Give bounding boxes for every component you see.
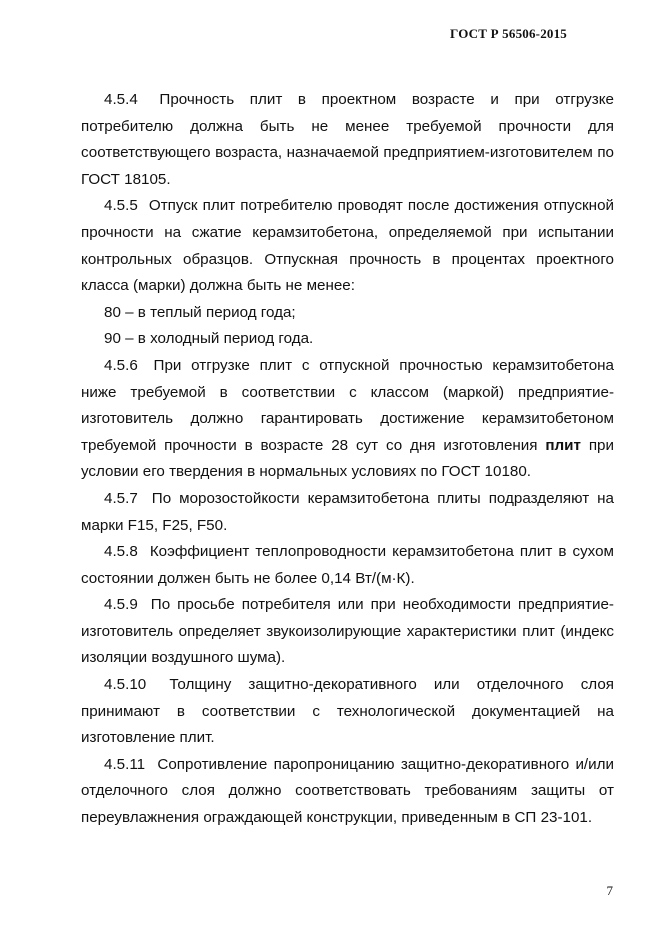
clause-4-5-4 <box>81 87 614 193</box>
clause-text: Отпуск плит потребителю проводят после достижения отпускной прочности на сжатие керамзитобетона, определяемой при испытании контрольных образцов. Отпускная прочность в процентах проектного класса (марки) должна быть не менее: <box>81 197 614 295</box>
document-body <box>81 87 614 832</box>
page-number: 7 <box>606 883 613 898</box>
clause-text: По морозостойкости керамзитобетона плиты подразделяют на марки F15, F25, F50. <box>81 489 614 534</box>
clause-text: При отгрузке плит с отпускной прочностью керамзитобетона ниже требуемой в соответствии с классом (маркой) предприятие-изготовитель должно гарантировать достижение керамзитобетоном требуемой прочности в возрасте 28 сут со дня изготовления <box>81 356 614 454</box>
clause-text: Коэффициент теплопроводности керамзитобетона плит в сухом состоянии должен быть не более 0,14 Вт/(м·К). <box>81 543 614 587</box>
clause-number: 4.5.7 <box>104 489 138 507</box>
clause-number: 4.5.8 <box>104 543 138 561</box>
clause-text: Сопротивление паропроницанию защитно-декоративного и/или отделочного слоя должно соответствовать требованиям защиты от переувлажнения ограждающей конструкции, приведенным в СП 23-101. <box>81 755 614 827</box>
clause-text: Прочность плит в проектном возрасте и при отгрузке потребителю должна быть не менее требуемой прочности для соответствующего возраста, назначаемой предприятием-изготовителем по ГОСТ 18105. <box>81 91 614 188</box>
clause-4-5-6 <box>81 353 614 486</box>
clause-4-5-8 <box>81 539 614 592</box>
clause-4-5-7 <box>81 486 614 539</box>
clause-number: 4.5.4 <box>104 91 138 108</box>
clause-number: 4.5.11 <box>104 755 146 773</box>
clause-number: 4.5.5 <box>104 197 138 215</box>
clause-number: 4.5.6 <box>104 356 138 374</box>
clause-4-5-10 <box>81 672 614 752</box>
clause-text-continued: при условии его твердения в нормальных условиях по ГОСТ 10180. <box>81 436 614 481</box>
clause-4-5-5 <box>81 193 614 299</box>
clause-number: 4.5.10 <box>104 676 147 694</box>
clause-text: Толщину защитно-декоративного или отделочного слоя принимают в соответствии с технологической документацией на изготовление плит. <box>81 676 614 747</box>
document-header: ГОСТ Р 56506-2015 <box>450 26 567 41</box>
bold-term: плит <box>545 436 581 454</box>
list-item: 90 – в холодный период года. <box>104 330 314 348</box>
clause-number: 4.5.9 <box>104 596 138 614</box>
list-item: 80 – в теплый период года; <box>104 303 296 321</box>
clause-text: По просьбе потребителя или при необходимости предприятие-изготовитель определяет звукоизолирующие характеристики плит (индекс изоляции воздушного шума). <box>81 596 614 667</box>
clause-4-5-9 <box>81 592 614 672</box>
clause-4-5-11 <box>81 752 614 832</box>
